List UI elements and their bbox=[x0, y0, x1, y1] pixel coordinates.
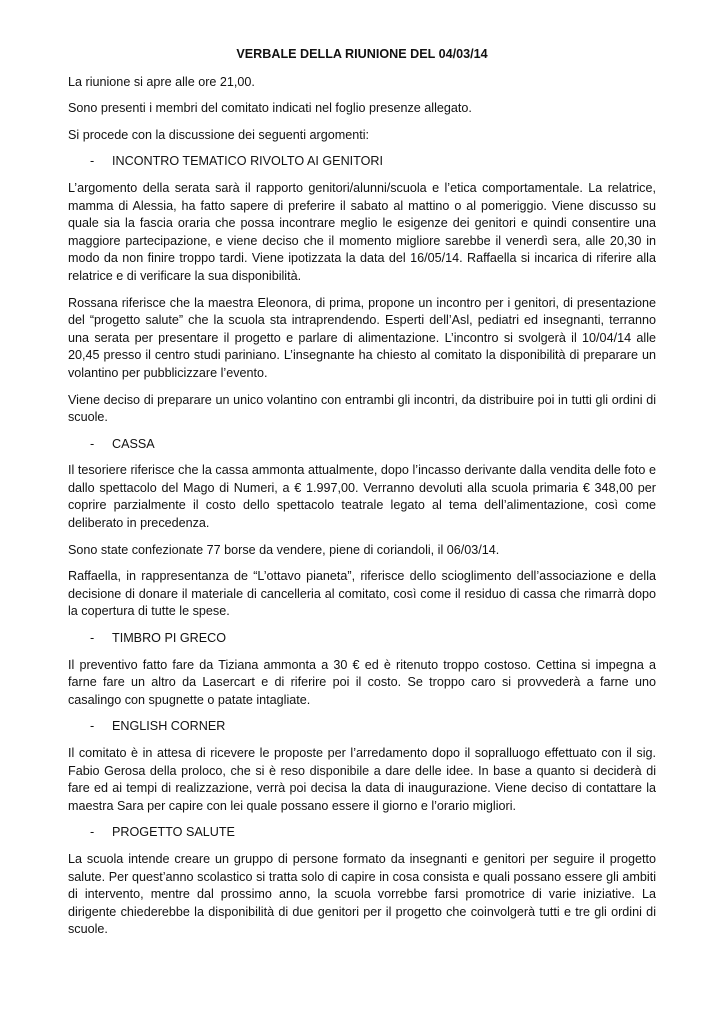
paragraph: L’argomento della serata sarà il rapporto genitori/alunni/scuola e l’etica comportamentale. La relatrice, mamma di Alessia, ha fatto sapere di preferire il sabato al mattino o al pomeriggio. Viene discusso su quale sia la fascia oraria che possa incontrare meglio le esigenze dei genitori e quindi consentire una maggiore partecipazione, e viene deciso che il momento migliore sarebbe il venerdì sera, alle 20,30 in modo da non finire troppo tardi. Viene ipotizzata la data del 16/05/14. Raffaella si incarica di riferire alla relatrice e di verificare la sua disponibilità. bbox=[68, 180, 656, 283]
paragraph: Sono state confezionate 77 borse da vendere, piene di coriandoli, il 06/03/14. bbox=[68, 542, 500, 557]
section-heading bbox=[68, 436, 656, 454]
paragraph: Raffaella, in rappresentanza de “L’ottavo pianeta”, riferisce dello scioglimento dell’associazione e della decisione di donare il materiale di cancelleria al comitato, così come il residuo di cassa che rimarrà dopo la copertura di tutte le spese. bbox=[68, 569, 656, 619]
paragraph: Il tesoriere riferisce che la cassa ammonta attualmente, dopo l’incasso derivante dalla vendita delle foto e dallo spettacolo del Mago di Numeri, a € 1.997,00. Verranno devoluti alla scuola primaria € 348,00 per coprire parzialmente il costo dello spettacolo teatrale legato al tema dell’alimentazione, così come deliberato in precedenza. bbox=[68, 463, 656, 531]
section-heading-text: PROGETTO SALUTE bbox=[112, 825, 235, 840]
bullet-dash: - bbox=[90, 631, 95, 646]
bullet-dash: - bbox=[90, 719, 95, 734]
section-heading-text: TIMBRO PI GRECO bbox=[112, 631, 227, 646]
section-heading bbox=[68, 718, 656, 736]
document-page bbox=[68, 46, 656, 948]
bullet-dash: - bbox=[90, 154, 95, 169]
section-heading bbox=[68, 824, 656, 842]
intro-line: Si procede con la discussione dei seguenti argomenti: bbox=[68, 127, 370, 142]
paragraph: Rossana riferisce che la maestra Eleonora, di prima, propone un incontro per i genitori, di presentazione del “progetto salute” che la scuola sta intraprendendo. Esperti dell’Asl, pediatri ed insegnanti, terranno una serata per presentare il progetto e parlare di alimentazione. L’incontro si svolgerà il 10/04/14 alle 20,45 presso il centro studi pariniano. L’insegnante ha chiesto al comitato la disponibilità di preparare un volantino per pubblicizzare l’evento. bbox=[68, 295, 656, 380]
bullet-dash: - bbox=[90, 825, 95, 840]
paragraph: La scuola intende creare un gruppo di persone formato da insegnanti e genitori per seguire il progetto salute. Per quest’anno scolastico si tratta solo di capire in cosa consista e quali possano essere gli ambiti di intervento, mentre dal prossimo anno, la scuola vorrebbe farsi promotrice di varie iniziative. La dirigente chiederebbe la disponibilità di due genitori per il progetto che coinvolgerà tutti e tre gli ordini di scuole. bbox=[68, 851, 656, 937]
bullet-dash: - bbox=[90, 436, 95, 451]
section-heading bbox=[68, 153, 656, 171]
paragraph: Il preventivo fatto fare da Tiziana ammonta a 30 € ed è ritenuto troppo costoso. Cettina si impegna a farne fare un altro da Lasercart e di riferire poi il costo. Se troppo caro si provvederà a farne uno casalingo con spugnette o patate intagliate. bbox=[68, 657, 656, 707]
paragraph: Viene deciso di preparare un unico volantino con entrambi gli incontri, da distribuire poi in tutti gli ordini di scuole. bbox=[68, 392, 656, 425]
section-heading bbox=[68, 630, 656, 648]
section-heading-text: ENGLISH CORNER bbox=[112, 719, 226, 734]
document-title: VERBALE DELLA RIUNIONE DEL 04/03/14 bbox=[236, 47, 488, 61]
section-heading-text: INCONTRO TEMATICO RIVOLTO AI GENITORI bbox=[112, 154, 384, 169]
intro-line: La riunione si apre alle ore 21,00. bbox=[68, 74, 255, 89]
paragraph: Il comitato è in attesa di ricevere le proposte per l’arredamento dopo il sopralluogo effettuato con il sig. Fabio Gerosa della proloco, che si è reso disponibile a dare delle idee. In base a quanto si deciderà di fare ed ai tempi di realizzazione, verrà poi decisa la data di inaugurazione. Viene deciso di contattare la maestra Sara per capire con lei quale possano essere il giorno e l’orario migliori. bbox=[68, 746, 656, 813]
intro-line: Sono presenti i membri del comitato indicati nel foglio presenze allegato. bbox=[68, 101, 472, 116]
section-heading-text: CASSA bbox=[112, 436, 155, 451]
